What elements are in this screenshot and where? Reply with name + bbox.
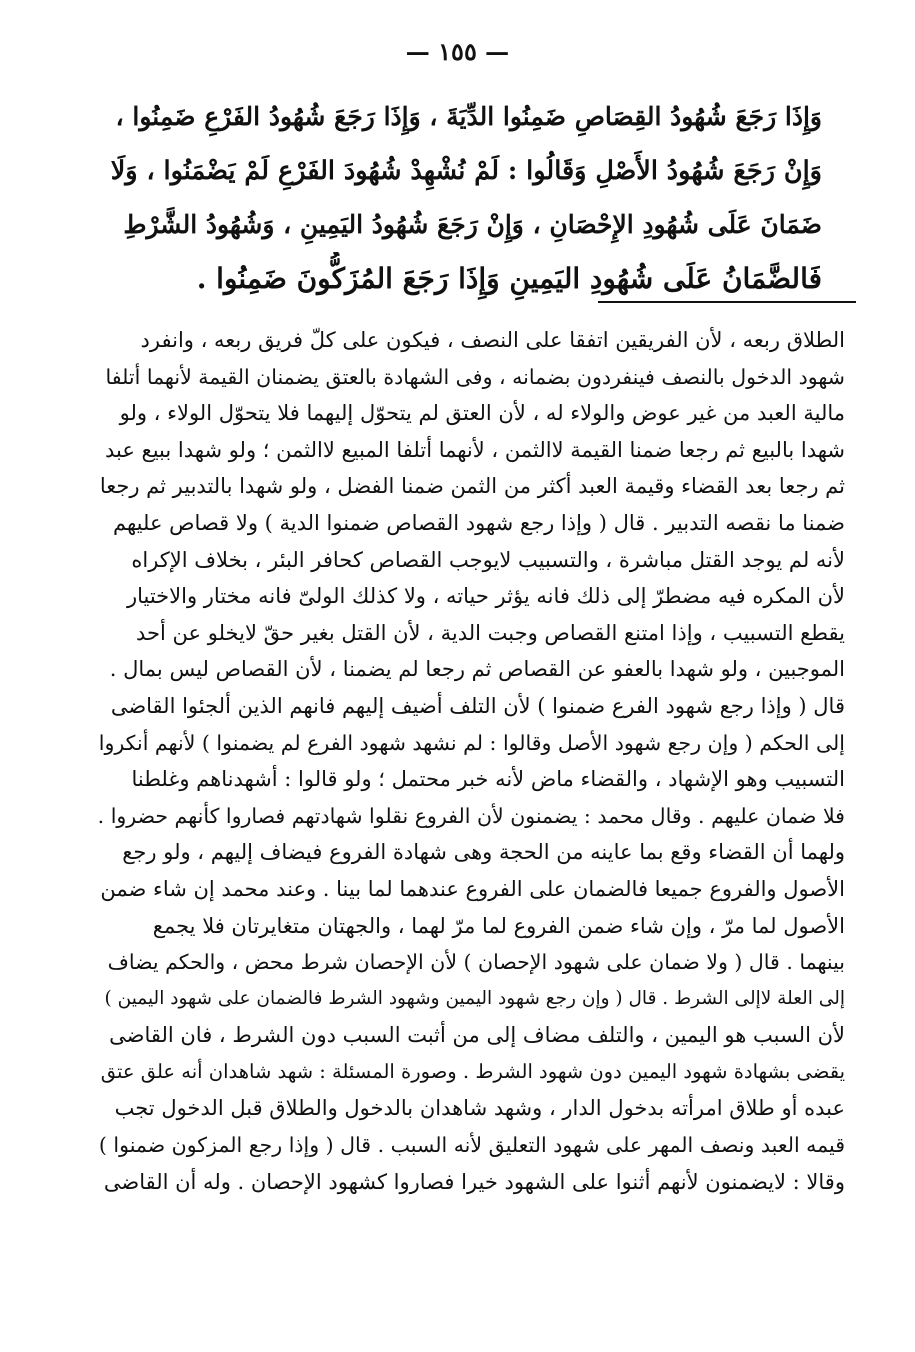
commentary-line: إلى العلة لاإلى الشرط . قال ( وإن رجع شهود اليمين وشهود الشرط فالضمان على شهود اليمين ) bbox=[104, 987, 845, 1009]
commentary-line: ولهما أن القضاء وقع بما عاينه من الحجة وهى شهادة الفروع فيضاف إليهم ، ولو رجع bbox=[122, 840, 845, 865]
section-divider bbox=[598, 301, 856, 303]
commentary-line: التسبيب وهو الإشهاد ، والقضاء ماض لأنه خبر محتمل ؛ ولو قالوا : أشهدناهم وغلطنا bbox=[131, 767, 845, 792]
commentary-line: لأن المكره فيه مضطرّ إلى ذلك فانه يؤثر حياته ، ولا كذلك الولىّ فانه مختار والاختيار bbox=[126, 584, 845, 609]
main-text bbox=[110, 90, 822, 306]
commentary-line: قيمه العبد ونصف المهر على شهود التعليق لأنه السبب . قال ( وإذا رجع المزكون ضمنوا ) bbox=[98, 1133, 845, 1158]
main-text-line: وَإِنْ رَجَعَ شُهُودُ الأَصْلِ وَقَالُوا : لَمْ نُشْهِدْ شُهُودَ الفَرْعِ لَمْ يَضْمَنُوا ، وَلَا bbox=[110, 156, 822, 186]
commentary-line: يقضى بشهادة شهود اليمين دون شهود الشرط . وصورة المسئلة : شهد شاهدان أنه علق عتق bbox=[100, 1059, 845, 1083]
commentary-line: شهدا بالبيع ثم رجعا ضمنا القيمة لاالثمن ، لأنهما أتلفا المبيع لاالثمن ؛ ولو شهدا ببيع عبد bbox=[104, 437, 845, 462]
commentary-line: ضمنا ما نقصه التدبير . قال ( وإذا رجع شهود القصاص ضمنوا الدية ) ولا قصاص عليهم bbox=[113, 510, 845, 535]
commentary-line: الطلاق ربعه ، لأن الفريقين اتفقا على النصف ، فيكون على كلّ فريق ربعه ، وانفرد bbox=[140, 328, 845, 352]
commentary-line: فلا ضمان عليهم . وقال محمد : يضمنون لأن الفروع نقلوا شهادتهم فصاروا كأنهم حضروا . bbox=[97, 803, 845, 828]
commentary-line: قال ( وإذا رجع شهود الفرع ضمنوا ) لأن التلف أضيف إليهم فانهم الذين ألجئوا القاضى bbox=[110, 693, 845, 718]
page-number: — ١٥٥ — bbox=[405, 37, 510, 66]
commentary-line: وقالا : لايضمنون لأنهم أثنوا على الشهود خيرا فصاروا كشهود الإحصان . وله أن القاضى bbox=[103, 1169, 845, 1194]
commentary-line: الأصول لما مرّ ، وإن شاء ضمن الفروع لما مرّ لهما ، والجهتان متغايرتان فلا يجمع bbox=[152, 913, 845, 938]
commentary-line: الموجبين ، ولو شهدا بالعفو عن القصاص ثم رجعا لم يضمنا ، لأن القصاص ليس بمال . bbox=[109, 657, 845, 682]
main-text-line: ضَمَانَ عَلَى شُهُودِ الإِحْصَانِ ، وَإِنْ رَجَعَ شُهُودُ اليَمِينِ ، وَشُهُودُ الشَّرْطِ bbox=[123, 210, 822, 239]
commentary-line: مالية العبد من غير عوض والولاء له ، لأن العتق لم يتحوّل إليهما فلا يتحوّل الولاء ، ولو bbox=[119, 401, 845, 426]
commentary-text bbox=[95, 322, 845, 1200]
commentary-line: إلى الحكم ( وإن رجع شهود الأصل وقالوا : لم نشهد شهود الفرع لم يضمنوا ) لأنهم أنكروا bbox=[98, 730, 845, 755]
commentary-line: ثم رجعا بعد القضاء وقيمة العبد أكثر من الثمن ضمنا الفضل ، ولو شهدا بالتدبير ثم رجعا bbox=[99, 474, 845, 499]
commentary-line: شهود الدخول بالنصف فينفردون بضمانه ، وفى الشهادة بالعتق يضمنان القيمة لأنهما أتلفا bbox=[105, 364, 845, 389]
commentary-line: الأصول والفروع جميعا فالضمان على الفروع عندهما لما بينا . وعند محمد إن شاء ضمن bbox=[100, 876, 845, 901]
commentary-line: عبده أو طلاق امرأته بدخول الدار ، وشهد شاهدان بالدخول والطلاق قبل الدخول تجب bbox=[114, 1096, 845, 1121]
commentary-line: لأنه لم يوجد القتل مباشرة ، والتسبيب لايوجب القصاص كحافر البئر ، بخلاف الإكراه bbox=[131, 547, 845, 572]
commentary-line: بينهما . قال ( ولا ضمان على شهود الإحصان ) لأن الإحصان شرط محض ، والحكم يضاف bbox=[107, 950, 845, 975]
commentary-line: يقطع التسبيب ، وإذا امتنع القصاص وجبت الدية ، لأن القتل بغير حقّ لايخلو عن أحد bbox=[136, 620, 845, 645]
commentary-line: لأن السبب هو اليمين ، والتلف مضاف إلى من أثبت السبب دون الشرط ، فان القاضى bbox=[109, 1023, 845, 1048]
main-text-line: فَالضَّمَانُ عَلَى شُهُودِ اليَمِينِ وَإِذَا رَجَعَ المُزَكُّونَ ضَمِنُوا . bbox=[196, 262, 822, 295]
main-text-line: وَإِذَا رَجَعَ شُهُودُ القِصَاصِ ضَمِنُوا الدِّيَةَ ، وَإِذَا رَجَعَ شُهُودُ الفَرْعِ ضَمِنُوا ، bbox=[115, 102, 822, 131]
